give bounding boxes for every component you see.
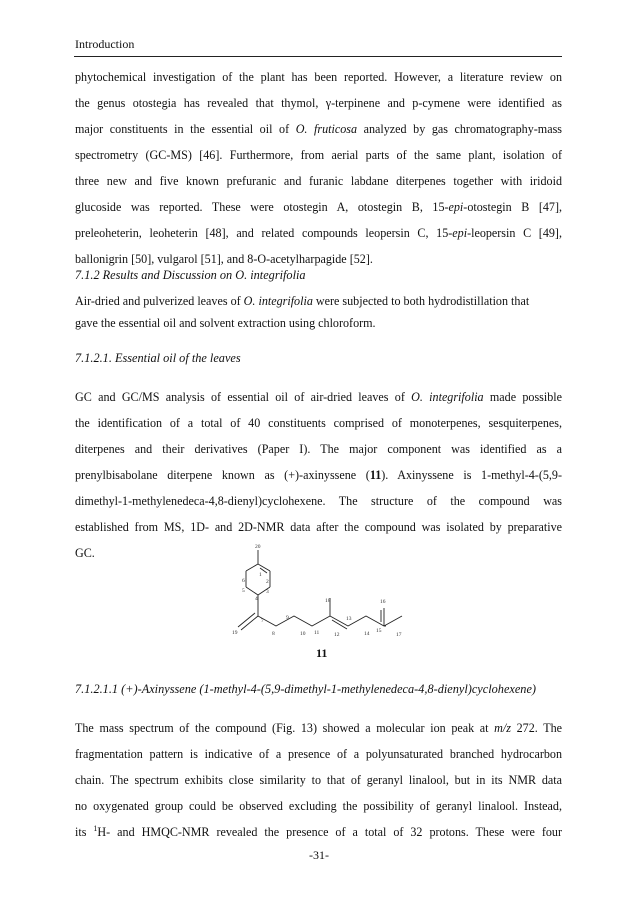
- atom-label: 7: [261, 618, 264, 624]
- atom-label: 11: [314, 630, 320, 636]
- text-line: phytochemical investigation of the plant has been reported. However, a literature review on: [75, 70, 562, 84]
- paragraph-mass-spectrum: [75, 715, 562, 845]
- text-line: spectrometry (GC-MS) [46]. Furthermore, from aerial parts of the same plant, isolation of: [75, 148, 562, 162]
- text-line: no oxygenated group could be observed excluding the possibility of geranyl linalool. Instead,: [75, 799, 562, 813]
- text-line: chain. The spectrum exhibits close similarity to that of geranyl linalool, but in its NMR data: [75, 773, 562, 787]
- text-line: fragmentation pattern is indicative of a presence of a polyunsaturated branched hydrocarbon: [75, 747, 562, 761]
- header-rule: [74, 56, 562, 57]
- atom-label: 4: [255, 596, 258, 602]
- atom-label: 10: [300, 631, 306, 637]
- text-line: preleoheterin, leoheterin [48], and related compounds leopersin C, 15-epi-leopersin C [49],: [75, 226, 562, 240]
- atom-label: 18: [325, 598, 331, 604]
- text-line: dimethyl-1-methylenedeca-4,8-dienyl)cyclohexene. The structure of the compound was: [75, 494, 562, 508]
- paragraph-materials: [75, 290, 562, 334]
- atom-label: 19: [232, 630, 238, 636]
- atom-label: 8: [272, 631, 275, 637]
- atom-label: 13: [346, 616, 352, 622]
- atom-label: 14: [364, 631, 370, 637]
- text-line: the identification of a total of 40 constituents comprised of monoterpenes, sesquiterpenes,: [75, 416, 562, 430]
- atom-label: 17: [396, 632, 402, 638]
- text-line: the genus otostegia has revealed that thymol, γ-terpinene and p-cymene were identified as: [75, 96, 562, 110]
- text-line: glucoside was reported. These were otostegin A, otostegin B, 15-epi-otostegin B [47],: [75, 200, 562, 214]
- chemical-structure: [226, 542, 416, 662]
- section-heading: 7.1.2.1.1 (+)-Axinyssene (1-methyl-4-(5,9-dimethyl-1-methylenedeca-4,8-dienyl)cyclohexene): [75, 682, 537, 696]
- text-line: gave the essential oil and solvent extraction using chloroform.: [75, 316, 376, 330]
- paragraph-essential-oil: [75, 384, 562, 566]
- paragraph-intro: [75, 64, 562, 272]
- text-line: GC and GC/MS analysis of essential oil of air-dried leaves of O. integrifolia made possible: [75, 390, 562, 404]
- text-line: GC.: [75, 546, 95, 560]
- section-heading: 7.1.2 Results and Discussion on O. integrifolia: [75, 268, 306, 282]
- text-line: ballonigrin [50], vulgarol [51], and 8-O-acetylharpagide [52].: [75, 252, 373, 266]
- atom-label: 15: [376, 628, 382, 634]
- running-header: Introduction: [75, 37, 135, 51]
- text-line: prenylbisabolane diterpene known as (+)-axinyssene (11). Axinyssene is 1-methyl-4-(5,9-: [75, 468, 562, 482]
- text-line: three new and five known prefuranic and furanic labdane diterpenes together with iridoid: [75, 174, 562, 188]
- atom-label: 16: [380, 599, 386, 605]
- text-line: The mass spectrum of the compound (Fig. 13) showed a molecular ion peak at m/z 272. The: [75, 721, 562, 735]
- atom-label: 12: [334, 632, 340, 638]
- section-heading: 7.1.2.1. Essential oil of the leaves: [75, 351, 241, 365]
- atom-label: 5: [242, 588, 245, 594]
- text-line: its $^1$H- and HMQC-NMR revealed the presence of a total of 32 protons. These were four: [75, 823, 563, 839]
- atom-label: 9: [286, 615, 289, 621]
- text-line: established from MS, 1D- and 2D-NMR data after the compound was isolated by preparative: [75, 520, 562, 534]
- atom-label: 3: [266, 589, 269, 595]
- text-line: major constituents in the essential oil of O. fruticosa analyzed by gas chromatography-mass: [75, 122, 562, 136]
- atom-label: 6: [242, 578, 245, 584]
- atom-label: 2: [266, 579, 269, 585]
- atom-label: 1: [259, 572, 262, 578]
- page-number: -31-: [309, 848, 329, 862]
- text-line: Air-dried and pulverized leaves of O. integrifolia were subjected to both hydrodistillation that: [75, 294, 530, 308]
- atom-label: 20: [255, 544, 261, 550]
- text-line: diterpenes and their derivatives (Paper I). The major component was identified as a: [75, 442, 562, 456]
- compound-number: 11: [316, 646, 328, 660]
